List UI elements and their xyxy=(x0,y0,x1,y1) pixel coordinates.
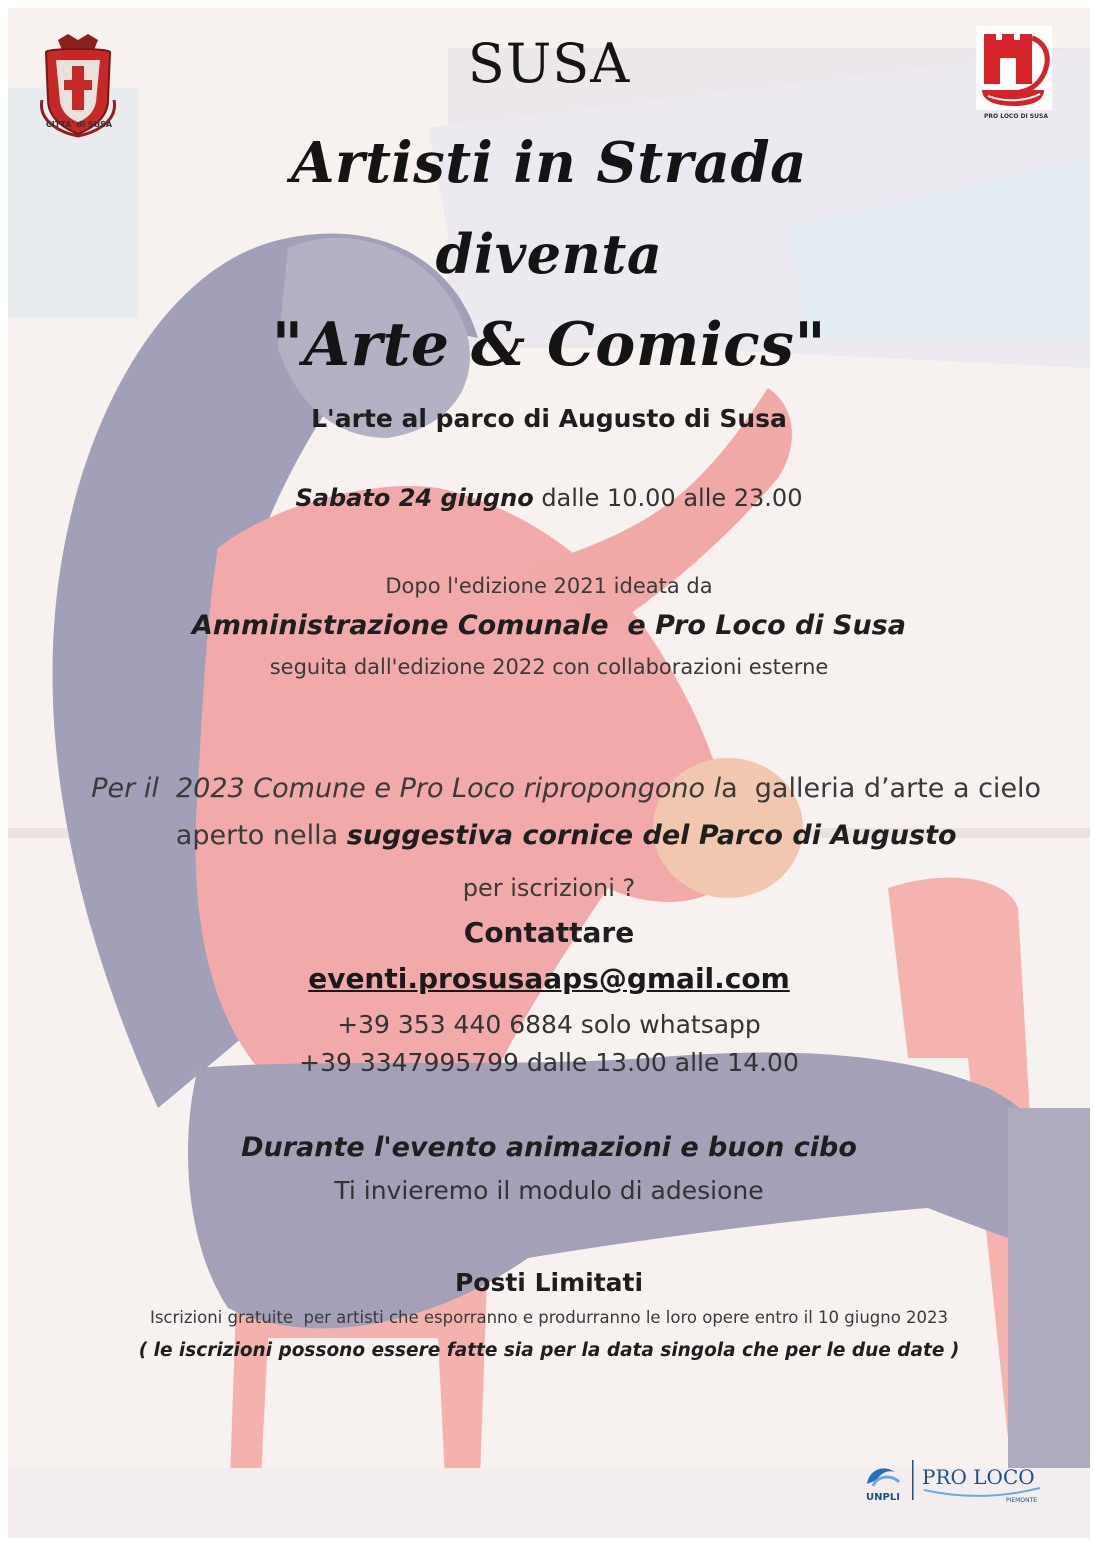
history-intro: Dopo l'edizione 2021 ideata da xyxy=(385,574,713,598)
city-logo-caption: CITTA' di SUSA xyxy=(45,120,113,129)
event-date xyxy=(8,484,1090,512)
module-note: Ti invieremo il modulo di adesione xyxy=(334,1176,764,1205)
contact-heading: Contattare xyxy=(463,916,635,949)
gallery-italic: Per il 2023 Comune e Pro Loco ripropongono l xyxy=(91,773,722,804)
title-line-3: "Arte & Comics" xyxy=(271,310,827,380)
unpli-logo xyxy=(853,1456,913,1506)
proloco-piemonte-logo xyxy=(910,1456,1060,1506)
gallery-line-2 xyxy=(8,789,1090,882)
proloco-text: PRO LOCO xyxy=(922,1465,1035,1489)
contact-email[interactable] xyxy=(8,962,1090,995)
event-poster xyxy=(8,8,1090,1538)
unpli-text: UNPLI xyxy=(866,1492,900,1503)
gallery-location: suggestiva cornice del Parco di Augusto xyxy=(346,820,957,851)
gallery-aperto: aperto nella xyxy=(175,820,347,851)
email-link[interactable]: eventi.prosusaaps@gmail.com xyxy=(308,962,790,995)
proloco-logo-caption: PRO LOCO DI SUSA xyxy=(984,113,1048,120)
previous-edition: seguita dall'edizione 2022 con collaborazioni esterne xyxy=(269,655,829,679)
title-line-1: Artisti in Strada xyxy=(291,130,807,196)
event-day: Sabato 24 giugno xyxy=(295,484,534,512)
region-text: PIEMONTE xyxy=(1006,1497,1038,1504)
title-line-2: diventa xyxy=(435,222,663,286)
event-highlight: Durante l'evento animazioni e buon cibo xyxy=(241,1132,857,1163)
organizers: Amministrazione Comunale e Pro Loco di Susa xyxy=(192,610,906,641)
registration-note: ( le iscrizioni possono essere fatte sia per la data singola che per le due date ) xyxy=(138,1340,960,1361)
registration-question: per iscrizioni ? xyxy=(462,874,636,902)
gallery-normal: a galleria d’arte a cielo xyxy=(721,773,1042,804)
phone-whatsapp: +39 353 440 6884 solo whatsapp xyxy=(337,1010,761,1039)
phone-hours: +39 3347995799 dalle 13.00 alle 14.00 xyxy=(299,1048,799,1077)
limited-seats: Posti Limitati xyxy=(454,1268,644,1297)
event-hours: dalle 10.00 alle 23.00 xyxy=(533,484,803,512)
city-title: SUSA xyxy=(467,32,631,95)
subtitle: L'arte al parco di Augusto di Susa xyxy=(311,404,787,433)
registration-details: Iscrizioni gratuite per artisti che esporranno e produrranno le loro opere entro il 10 giugno 2023 xyxy=(149,1308,949,1327)
